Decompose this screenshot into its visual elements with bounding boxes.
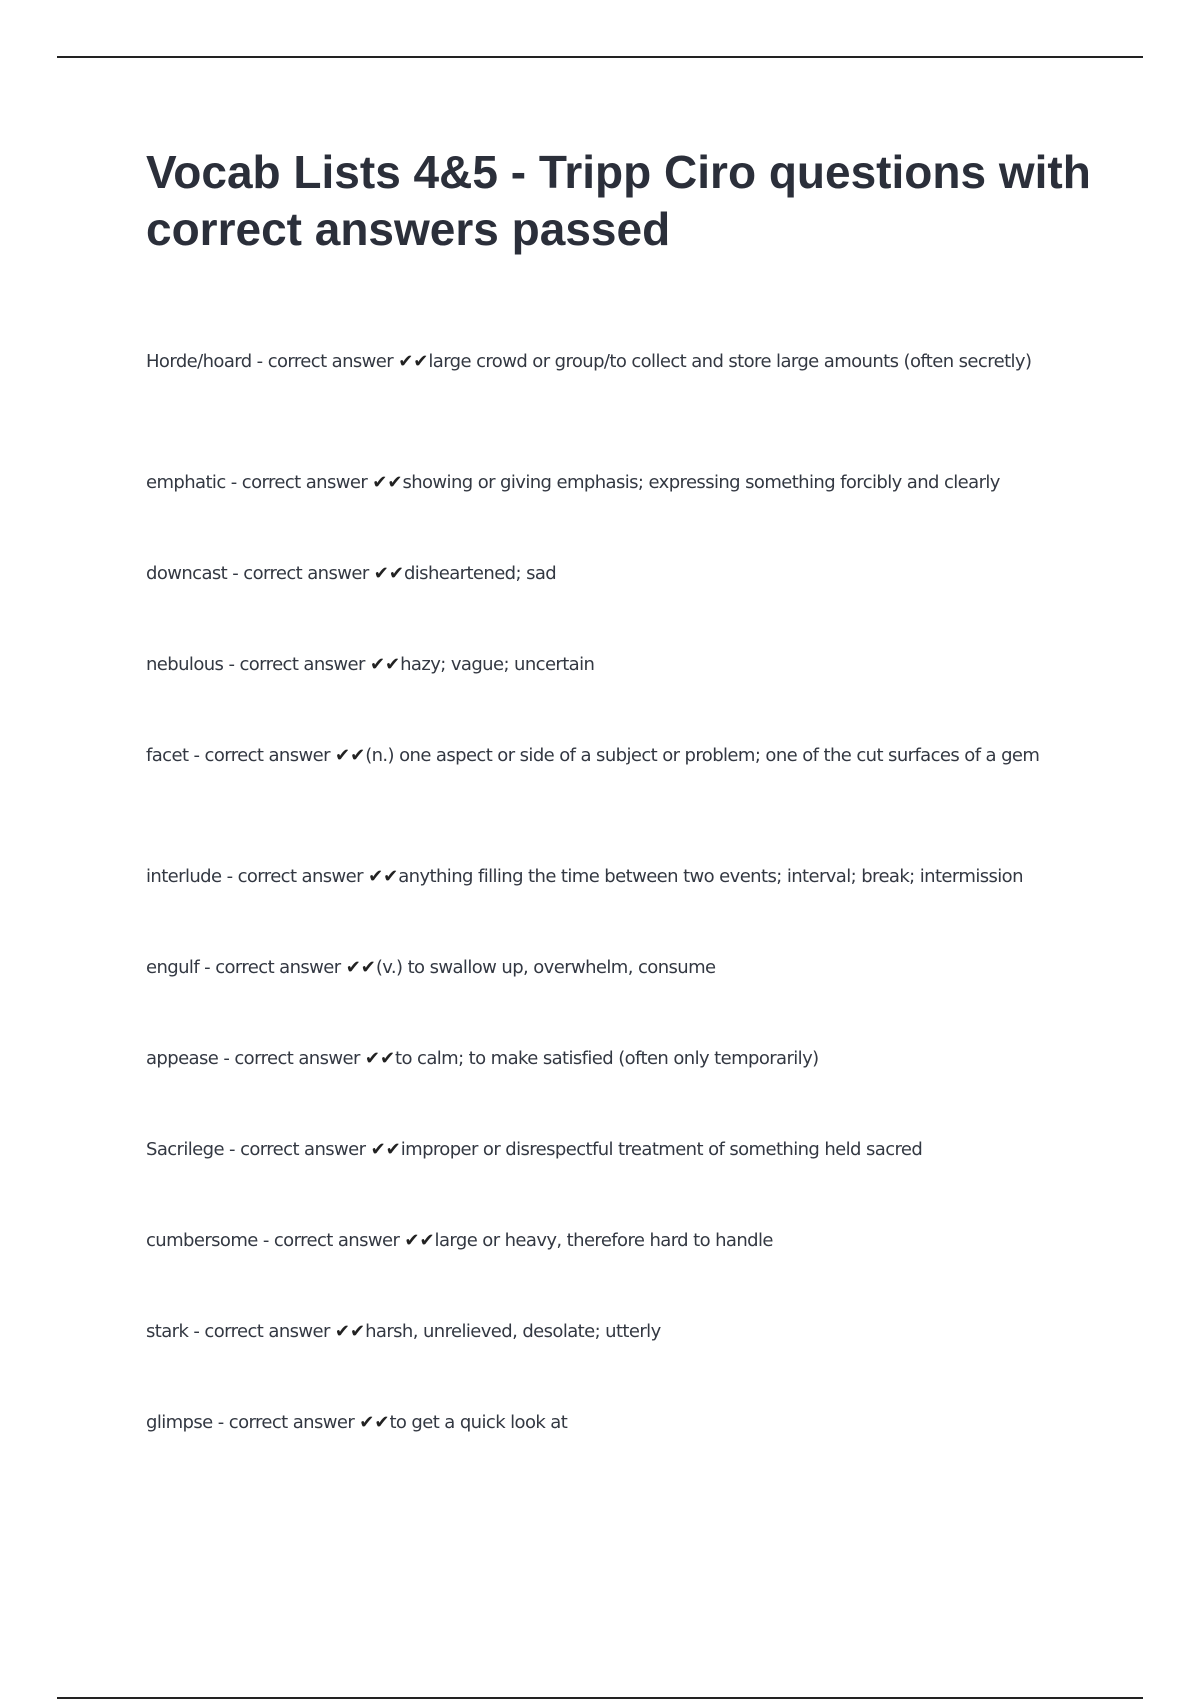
answer-separator: - correct answer xyxy=(225,472,373,493)
vocab-entry xyxy=(146,1226,1096,1256)
vocab-term: emphatic xyxy=(146,472,226,493)
top-rule xyxy=(57,56,1143,58)
vocab-entry xyxy=(146,741,1096,801)
answer-separator: - correct answer xyxy=(223,1139,371,1160)
vocab-list xyxy=(146,347,1096,1499)
vocab-entry xyxy=(146,1044,1096,1074)
vocab-entry xyxy=(146,650,1096,680)
check-mark-icon: ✔✔ xyxy=(345,957,376,978)
bottom-rule xyxy=(57,1697,1143,1699)
vocab-term: facet xyxy=(146,745,189,766)
check-mark-icon: ✔✔ xyxy=(359,1412,390,1433)
check-mark-icon: ✔✔ xyxy=(334,1321,366,1342)
vocab-term: appease xyxy=(146,1048,219,1069)
vocab-definition: showing or giving emphasis; expressing something forcibly and clearly xyxy=(402,472,1000,493)
answer-separator: - correct answer xyxy=(223,654,370,675)
check-mark-icon: ✔✔ xyxy=(372,472,403,493)
vocab-definition: anything filling the time between two events; interval; break; intermission xyxy=(398,866,1023,887)
vocab-definition: large crowd or group/to collect and store large amounts (often secretly) xyxy=(428,351,1032,372)
vocab-definition: (n.) one aspect or side of a subject or problem; one of the cut surfaces of a gem xyxy=(365,745,1040,766)
vocab-term: engulf xyxy=(146,957,200,978)
vocab-definition: disheartened; sad xyxy=(403,563,557,584)
vocab-definition: large or heavy, therefore hard to handle xyxy=(434,1230,773,1251)
vocab-entry xyxy=(146,1317,1096,1347)
vocab-term: Sacrilege xyxy=(146,1139,224,1160)
vocab-definition: hazy; vague; uncertain xyxy=(400,654,595,675)
answer-separator: - correct answer xyxy=(257,1230,405,1251)
answer-separator: - correct answer xyxy=(188,1321,335,1342)
check-mark-icon: ✔✔ xyxy=(369,654,401,675)
check-mark-icon: ✔✔ xyxy=(373,563,404,584)
answer-separator: - correct answer xyxy=(218,1048,365,1069)
vocab-entry xyxy=(146,1135,1096,1165)
page-title: Vocab Lists 4&5 - Tripp Ciro questions with correct answers passed xyxy=(146,146,1091,255)
vocab-term: Horde/hoard xyxy=(146,351,252,372)
vocab-definition: (v.) to swallow up, overwhelm, consume xyxy=(375,957,716,978)
check-mark-icon: ✔✔ xyxy=(370,1139,401,1160)
vocab-term: interlude xyxy=(146,866,222,887)
answer-separator: - correct answer xyxy=(227,563,374,584)
vocab-entry xyxy=(146,953,1096,983)
vocab-term: glimpse xyxy=(146,1412,213,1433)
check-mark-icon: ✔✔ xyxy=(398,351,429,372)
check-mark-icon: ✔✔ xyxy=(364,1048,396,1069)
vocab-term: nebulous xyxy=(146,654,224,675)
check-mark-icon: ✔✔ xyxy=(368,866,399,887)
check-mark-icon: ✔✔ xyxy=(404,1230,435,1251)
vocab-definition: improper or disrespectful treatment of something held sacred xyxy=(400,1139,923,1160)
answer-separator: - correct answer xyxy=(199,957,346,978)
vocab-definition: to get a quick look at xyxy=(389,1412,568,1433)
answer-separator: - correct answer xyxy=(188,745,336,766)
vocab-term: cumbersome xyxy=(146,1230,258,1251)
check-mark-icon: ✔✔ xyxy=(335,745,366,766)
vocab-term: stark xyxy=(146,1321,189,1342)
vocab-term: downcast xyxy=(146,563,228,584)
vocab-entry xyxy=(146,1408,1096,1438)
vocab-definition: to calm; to make satisfied (often only temporarily) xyxy=(395,1048,819,1069)
answer-separator: - correct answer xyxy=(251,351,399,372)
answer-separator: - correct answer xyxy=(221,866,369,887)
vocab-definition: harsh, unrelieved, desolate; utterly xyxy=(365,1321,661,1342)
vocab-entry xyxy=(146,862,1096,892)
vocab-entry xyxy=(146,559,1096,589)
answer-separator: - correct answer xyxy=(212,1412,360,1433)
vocab-entry xyxy=(146,468,1096,498)
vocab-entry xyxy=(146,347,1096,407)
